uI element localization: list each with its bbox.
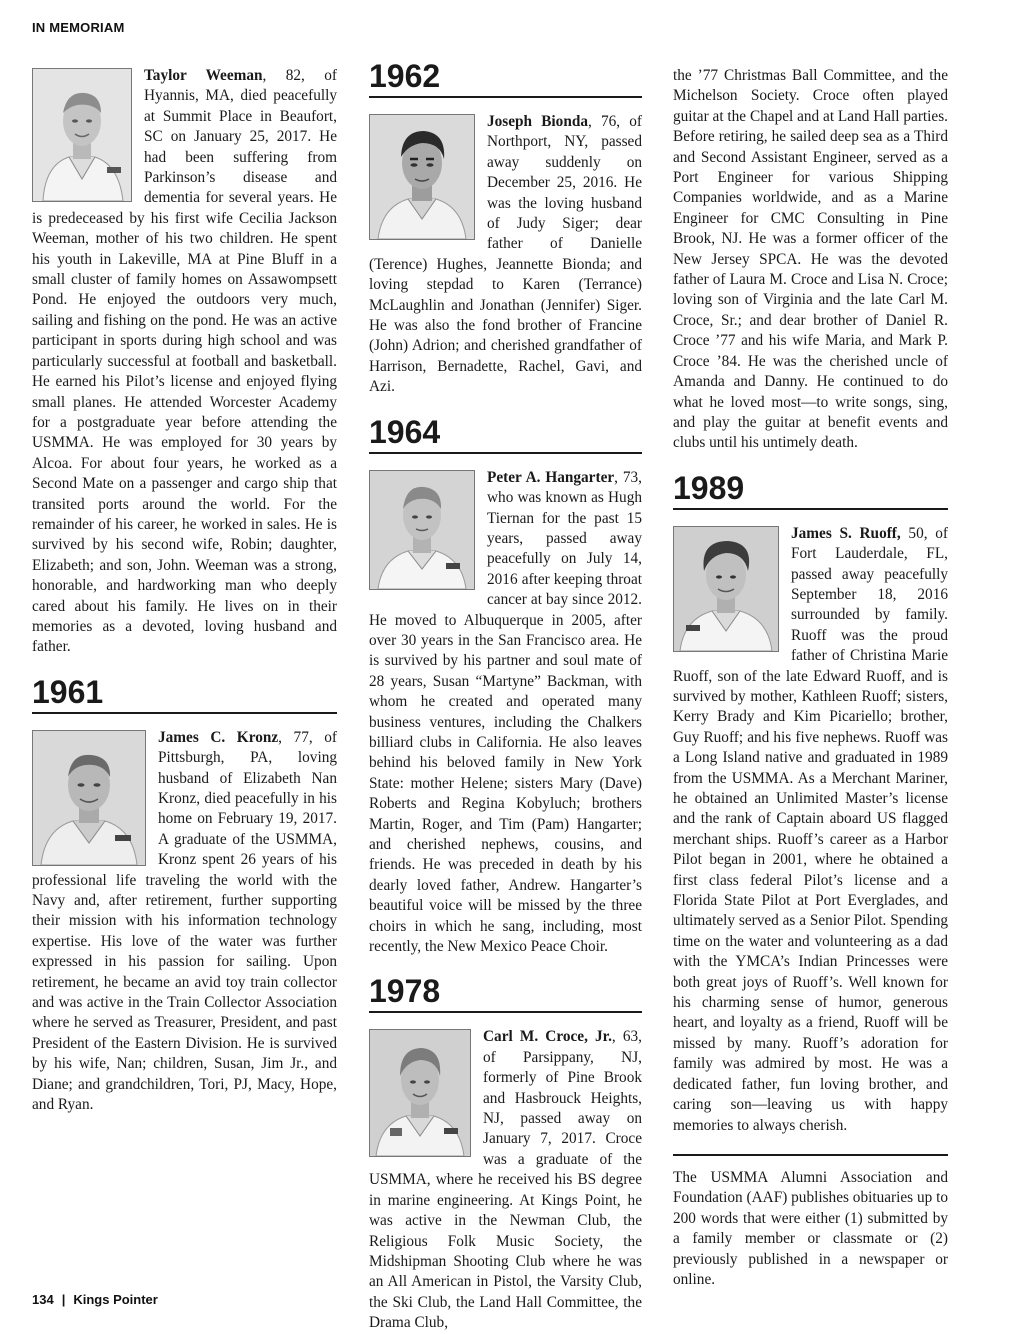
obituary-body: , 82, of Hyannis, MA, died peacefully at Summit Place in Beaufort, SC on January 25, 2017. He had been suffering from Parkinson’s disease and dementia for several years. He is predeceased by his first wife Cecilia Jackson Weeman, mother of his two children. He spent his youth in Lakeville, MA at Pine Bluff in a small cluster of family homes on Assawompsett Pond. He enjoyed the outdoors very much, sailing and fishing on the pond. He was an active participant in sports during high school and was particularly successful at football and basketball. He earned his Pilot’s license and enjoyed flying small planes. He attended Worcester Academy for a postgraduate year before attending the USMMA. He was employed for 30 years by Alcoa. For about four years, he worked as a Second Mate on a passenger and cargo ship that transited ports around the world. For the remainder of his career, he worked in sales. He is survived by his second wife, Robin; daughter, Elizabeth; and son, John. Weeman was a strong, honorable, and hardworking man who deeply cared about his family. He lives on in their memories as a devoted, loving husband and father.	[32, 67, 337, 656]
obituary-body: , 73, who was known as Hugh Tiernan for the past 15 years, passed away peacefully on July 14, 2016 after keeping throat cancer at bay since 2012. He moved to Albuquerque in 2005, after over 30 years in the San Francisco area. He is survived by his partner and soul mate of 28 years, Susan “Martyne” Backman, with whom he created and operated many business ventures, including the Chalkers billiard clubs in California. He also leaves behind his beloved family in New York State: mother Helene; sisters Mary (Dave) Roberts and Regina Kobyluch; brothers Martin, Roger, and Tim (Pam) Hangarter; and cherished nephews, cousins, and friends. He was preceded in death by his dearly loved father, Andrew. Hangarter’s beautiful voice will be missed by the three choirs in which he sang, including, most recently, the New Mexico Peace Choir.	[369, 468, 642, 956]
obituary-name: James C. Kronz	[158, 728, 279, 746]
obituary-policy-note: The USMMA Alumni Association and Foundation (AAF) publishes obituaries up to 200 words that were either (1) submitted by a family member or classmate or (2) previously published in a newspaper or online.	[673, 1168, 948, 1288]
page-footer	[32, 1292, 158, 1307]
page-number: 134	[32, 1292, 54, 1307]
year-heading-1989: 1989	[673, 470, 948, 510]
column-1	[32, 66, 337, 1116]
portrait-photo	[32, 730, 146, 866]
publication-name: Kings Pointer	[73, 1292, 158, 1307]
obituary-continued-text: the ’77 Christmas Ball Committee, and the Michelson Society. Croce often played guitar at the Chapel and at Land Hall parties. Before retiring, he sailed deep sea as a Third and Second Assistant Engineer, served as a Port Engineer for various Shipping Companies worldwide, and as a Marine Engineer for CMC Consulting in Pine Brook, NJ. He was a former officer of the New Jersey SPCA. He was the devoted father of Laura M. Croce and Lisa N. Croce; loving son of Virginia and the late Carl M. Croce, Sr.; and dear brother of Daniel R. Croce ’77 and his wife Maria, and Mark P. Croce ’84. He was the cherished uncle of Amanda and Danny. He continued to do what he loved most—to write songs, sing, and play the guitar at benefit events and clubs until his untimely death.	[673, 67, 948, 452]
footer-separator: |	[61, 1292, 66, 1307]
year-heading-1962: 1962	[369, 58, 642, 98]
obituary-peter-hangarter	[369, 468, 642, 958]
obituary-name: Taylor Weeman	[144, 67, 263, 84]
year-heading-1961: 1961	[32, 674, 337, 714]
obituary-name: Joseph Bionda	[487, 113, 588, 130]
section-label: IN MEMORIAM	[32, 20, 125, 35]
year-heading-1978: 1978	[369, 973, 642, 1013]
obituary-name: Carl M. Croce, Jr.	[483, 1028, 612, 1046]
portrait-photo	[673, 526, 779, 652]
column-2	[369, 58, 642, 1334]
obituary-body: , 76, of Northport, NY, passed away suddenly on December 25, 2016. He was the loving husband of Judy Siger; dear father of Danielle (Terence) Hughes, Jeannette Bionda; and loving stepdad to Karen (Terrance) McLaughlin and Jonathan (Jennifer) Siger. He was also the fond brother of Francine (John) Adrion; and cherished grandfather of Harrison, Bernadette, Rachel, Gavi, and Azi.	[369, 113, 642, 396]
portrait-photo	[369, 1029, 471, 1157]
note-divider	[673, 1154, 948, 1156]
obituary-carl-croce	[369, 1027, 642, 1333]
obituary-body: 50, of Fort Lauderdale, FL, passed away peacefully September 18, 2016 surrounded by family. Ruoff was the proud father of Christina Marie Ruoff, son of the late Edward Ruoff, and is survived by mother, Kathleen Ruoff; sisters, Kerry Brady and Kim Picariello; brother, Guy Ruoff; and his five nephews. Ruoff was a Long Island native and graduated in 1989 from the USMMA. As a Merchant Mariner, he obtained an Unlimited Master’s license and the rank of Captain aboard US flagged merchant ships. Ruoff’s career as a Harbor Pilot began in 2001, where he obtained a first class federal Pilot’s license and a Florida State Pilot at Port Everglades, and ultimately served as a Senior Pilot. Spending time on the water and volunteering as a dad with the YMCA’s Indian Princesses were both great joys of Ruoff’s. Well known for his charming sense of humor, generous heart, and loyalty as a friend, Ruoff will be missed by many. Ruoff’s adoration for family was admired by most. He was a dedicated father, fun loving brother, and caring son—leaving us with happy memories to always cherish.	[673, 524, 948, 1134]
obituary-joseph-bionda	[369, 112, 642, 398]
column-3	[673, 66, 948, 1290]
obituary-james-ruoff	[673, 524, 948, 1136]
obituary-taylor-weeman	[32, 66, 337, 658]
obituary-body: , 77, of Pittsburgh, PA, loving husband of Elizabeth Nan Kronz, died peacefully in his home on February 19, 2017. A graduate of the USMMA, Kronz spent 26 years of his professional life traveling the world with the Navy and, after retirement, further supporting their mission with his information technology expertise. His love of the water was further expressed in his passion for sailing. Upon retirement, he became an avid toy train collector and was active in the Train Collector Association where he served as Treasurer, President, and past President of the Eastern Division. He is survived by his wife, Nan; children, Susan, Jim Jr., and Diane; and grandchildren, Tori, PJ, Macy, Hope, and Ryan.	[32, 728, 337, 1114]
year-heading-1964: 1964	[369, 414, 642, 454]
obituary-name: James S. Ruoff,	[791, 524, 901, 542]
portrait-photo	[369, 114, 475, 240]
obituary-name: Peter A. Hangarter	[487, 468, 615, 486]
portrait-photo	[369, 470, 475, 590]
portrait-photo	[32, 68, 132, 202]
obituary-james-kronz	[32, 728, 337, 1116]
obituary-body: , 63, of Parsippany, NJ, formerly of Pine Brook and Hasbrouck Heights, NJ, passed away on January 7, 2017. Croce was a graduate of the USMMA, where he received his BS degree in marine engineering. At Kings Point, he was active in the Newman Club, the Religious Folk Music Society, the Midshipman Shooting Club where he was an All American in Pistol, the Varsity Club, the Ski Club, the Land Hall Committee, the Drama Club,	[369, 1028, 642, 1332]
